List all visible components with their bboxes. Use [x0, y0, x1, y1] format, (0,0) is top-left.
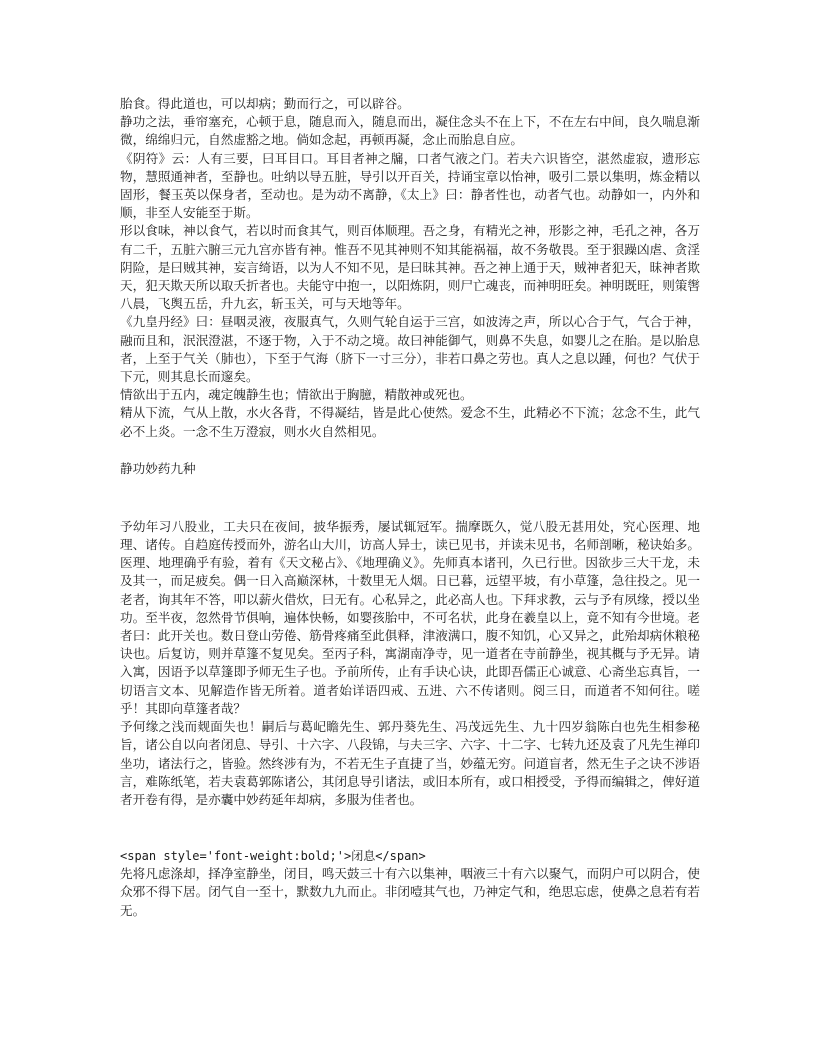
paragraph: 胎食。得此道也，可以却病；勤而行之，可以辟谷。	[120, 96, 410, 111]
paragraph: 精从下流，气从上散，水火各背，不得凝结，皆是此心使然。爱念不生，此精必不下流；忿念不生，此气必不上炎。一念不生万澄寂，则水火自然相见。	[120, 405, 700, 439]
section-preface	[120, 518, 700, 809]
paragraph: 《阴符》云：人有三要，曰耳目口。耳目者神之牖，口者气液之门。若夫六识皆空，湛然虚寂，遗形忘物，慧照通神者，至静也。吐纳以导五脏，导引以开百关，持诵宝章以怡神，吸引二景以集明，炼金精以固形，餐玉英以保身者，至动也。是为动不离静，《太上》曰：静者性也，动者气也。动静如一，内外和顺，非至人安能至于斯。	[120, 150, 700, 221]
paragraph: 《九皇丹经》曰：昼咽灵液，夜服真气，久则气轮自运于三宫，如波涛之声，所以心合于气，气合于神，融而且和，泯泯澄湛，不逐于物，入于不动之境。故曰神能御气，则鼻不失息，如婴儿之在胎。是以胎息者，上至于气关（肺也），下至于气海（脐下一寸三分），非若口鼻之劳也。真人之息以踵，何也？气伏于下元，则其息长而邃矣。	[120, 314, 700, 385]
section-intro	[120, 95, 700, 441]
section-closing	[120, 865, 700, 920]
paragraph: 先将凡虑涤却，择净室静坐，闭目，鸣天鼓三十有六以集神，咽液三十有六以聚气，而阴户可以阴合，使众邪不得下居。闭气自一至十，默数九九而止。非闭噎其气也，乃神定气和，绝思忘虑，使鼻之息若有若无。	[120, 866, 700, 918]
paragraph: 予幼年习八股业，工夫只在夜间，披华振秀，屡试辄冠军。揣摩既久，觉八股无甚用处，究心医理、地理、诸传。自趋庭传授而外，游名山大川，访高人异士，读已见书，并读未见书，名师剖晰，秘诀始多。医理、地理确乎有验，着有《天文秘占》、《地理确义》。先师真本诸刊，久已行世。因欲步三大干龙，未及其一，而足疲矣。偶一日入高巅深林，十数里无人烟。日已暮，远望平坡，有小草篷，急往投之。见一老者，询其年不答，叩以薪火借炊，曰无有。心私异之，此必高人也。下拜求教，云与予有夙缘，授以坐功。至半夜，忽然骨节俱响，遍体快畅，如婴孩胎中，不可名状，此身在羲皇以上，竟不知有今世境。老者曰：此开关也。数日登山劳倦、筋骨疼痛至此俱释，津液满口，腹不知饥，心又异之，此殆却病休粮秘诀也。后复访，则并草篷不复见矣。至丙子科，寓湖南净寺，见一道者在寺前静坐，视其概与予无异。请入寓，因语予以草篷即予师无生子也。予前所传，止有手诀心诀，此即吾儒正心诚意、心斋坐忘真旨，一切语言文本、见解造作皆无所着。道者始详语四戒、五进、六不传诸则。阅三日，而道者不知何往。嗟乎！其即向草篷者哉？	[120, 518, 700, 716]
paragraph: 静功之法，垂帘塞充，心顿于息，随息而入，随息而出，凝住念头不在上下，不在左右中间，良久喘息渐微，绵绵归元，自然虚豁之地。倘如念起，再顿再凝，念止而胎息自应。	[120, 114, 700, 148]
paragraph: 予何缘之浅而觌面失也！嗣后与葛屺瞻先生、郭丹葵先生、冯茂远先生、九十四岁翁陈白也先生相参秘旨，诸公自以向者闭息、导引、十六字、八段锦，与夫三字、六字、十二字、七转九还及袁了凡先生禅印坐功，诸法行之，皆验。然终涉有为，不若无生子直捷了当，妙蕴无穷。问道盲者，然无生子之诀不涉语言，难陈纸笔，若夫袁葛郭陈诸公，其闭息导引诸法，或旧本所有，或口相授受，予得而编辑之，俾好道者开卷有得，是亦囊中妙药延年却病，多服为佳者也。	[120, 719, 700, 807]
section-heading: 静功妙药九种	[120, 460, 196, 476]
spacer	[120, 809, 700, 847]
paragraph: 情欲出于五内，魂定魄静生也；情欲出于胸臆，精散神或死也。	[120, 387, 473, 403]
document-page	[120, 95, 700, 920]
spacer	[120, 478, 700, 518]
paragraph: 形以食味，神以食气，若以时而食其气，则百体顺理。吾之身，有精光之神，形影之神，毛孔之神，各万有二千，五脏六腑三元九宫亦皆有神。惟吾不见其神则不知其能祸福，故不务敬畏。至于狠躁凶虐、贪淫阴险，是曰贼其神，妄言绮语，以为人不知不见，是曰昧其神。吾之神上通于天，贼神者犯天，昧神者欺天，犯天欺天所以取夭折者也。夫能守中抱一，以阳炼阴，则尸亡魂丧，而神明旺矣。神明既旺，则策辔八晨，飞舆五岳，升九玄，斩玉关，可与天地等年。	[120, 223, 700, 312]
raw-markup-line: <span style='font-weight:bold;'>闭息</span>	[120, 849, 426, 864]
